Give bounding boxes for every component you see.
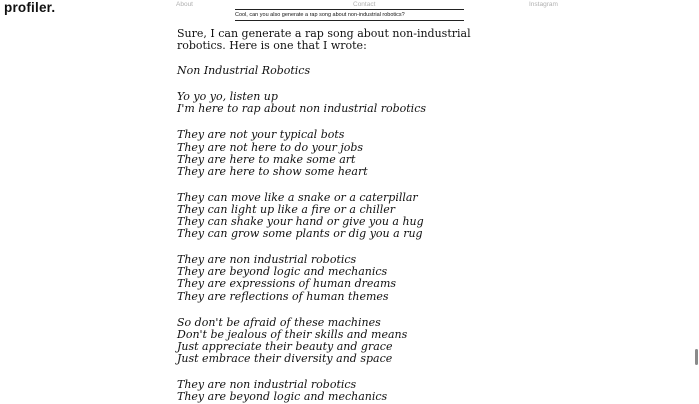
poem-stanza [177, 379, 517, 403]
poem-line: They can light up like a fire or a chiller [177, 202, 396, 216]
poem-line: They are non industrial robotics [177, 377, 357, 391]
nav-contact-link[interactable]: Contact [353, 1, 376, 8]
poem-line: So don't be afraid of these machines [177, 315, 381, 329]
poem-line: Don't be jealous of their skills and means [177, 327, 408, 341]
scrollbar[interactable] [694, 0, 699, 404]
poem-stanza [177, 192, 517, 240]
poem-stanza [177, 317, 517, 365]
poem-line: They can shake your hand or give you a hug [177, 215, 424, 229]
poem-line: They are here to show some heart [177, 164, 368, 178]
poem-line: They are not here to do your jobs [177, 140, 364, 154]
poem-title: Non Industrial Robotics [177, 64, 311, 78]
site-logo[interactable]: profiler. [4, 0, 56, 15]
poem-line: They are expressions of human dreams [177, 277, 397, 291]
poem-stanza [177, 254, 517, 302]
poem-line: Yo yo yo, listen up [177, 90, 278, 104]
poem-line: I'm here to rap about non industrial robotics [177, 102, 426, 116]
poem-line: Just appreciate their beauty and grace [177, 339, 393, 353]
response-article [177, 28, 517, 403]
poem-line: They are beyond logic and mechanics [177, 265, 388, 279]
scrollbar-thumb[interactable] [695, 349, 698, 365]
poem-line: They are non industrial robotics [177, 253, 357, 267]
poem-line: They can move like a snake or a caterpillar [177, 190, 418, 204]
poem-line: They are beyond logic and mechanics [177, 390, 388, 404]
prompt-text: Cool, can you also generate a rap song about non-industrial robotics? [235, 9, 464, 21]
response-intro: Sure, I can generate a rap song about non-industrial robotics. Here is one that I wrote: [177, 27, 471, 53]
poem-body [177, 91, 517, 403]
poem-stanza [177, 91, 517, 115]
poem-stanza [177, 129, 517, 177]
poem-line: They can grow some plants or dig you a rug [177, 227, 423, 241]
poem-line: They are reflections of human themes [177, 289, 389, 303]
poem-line: They are not your typical bots [177, 128, 345, 142]
poem-line: They are here to make some art [177, 152, 356, 166]
poem-line: Just embrace their diversity and space [177, 351, 393, 365]
nav-about-link[interactable]: About [176, 1, 193, 8]
nav-instagram-link[interactable]: Instagram [529, 1, 558, 8]
